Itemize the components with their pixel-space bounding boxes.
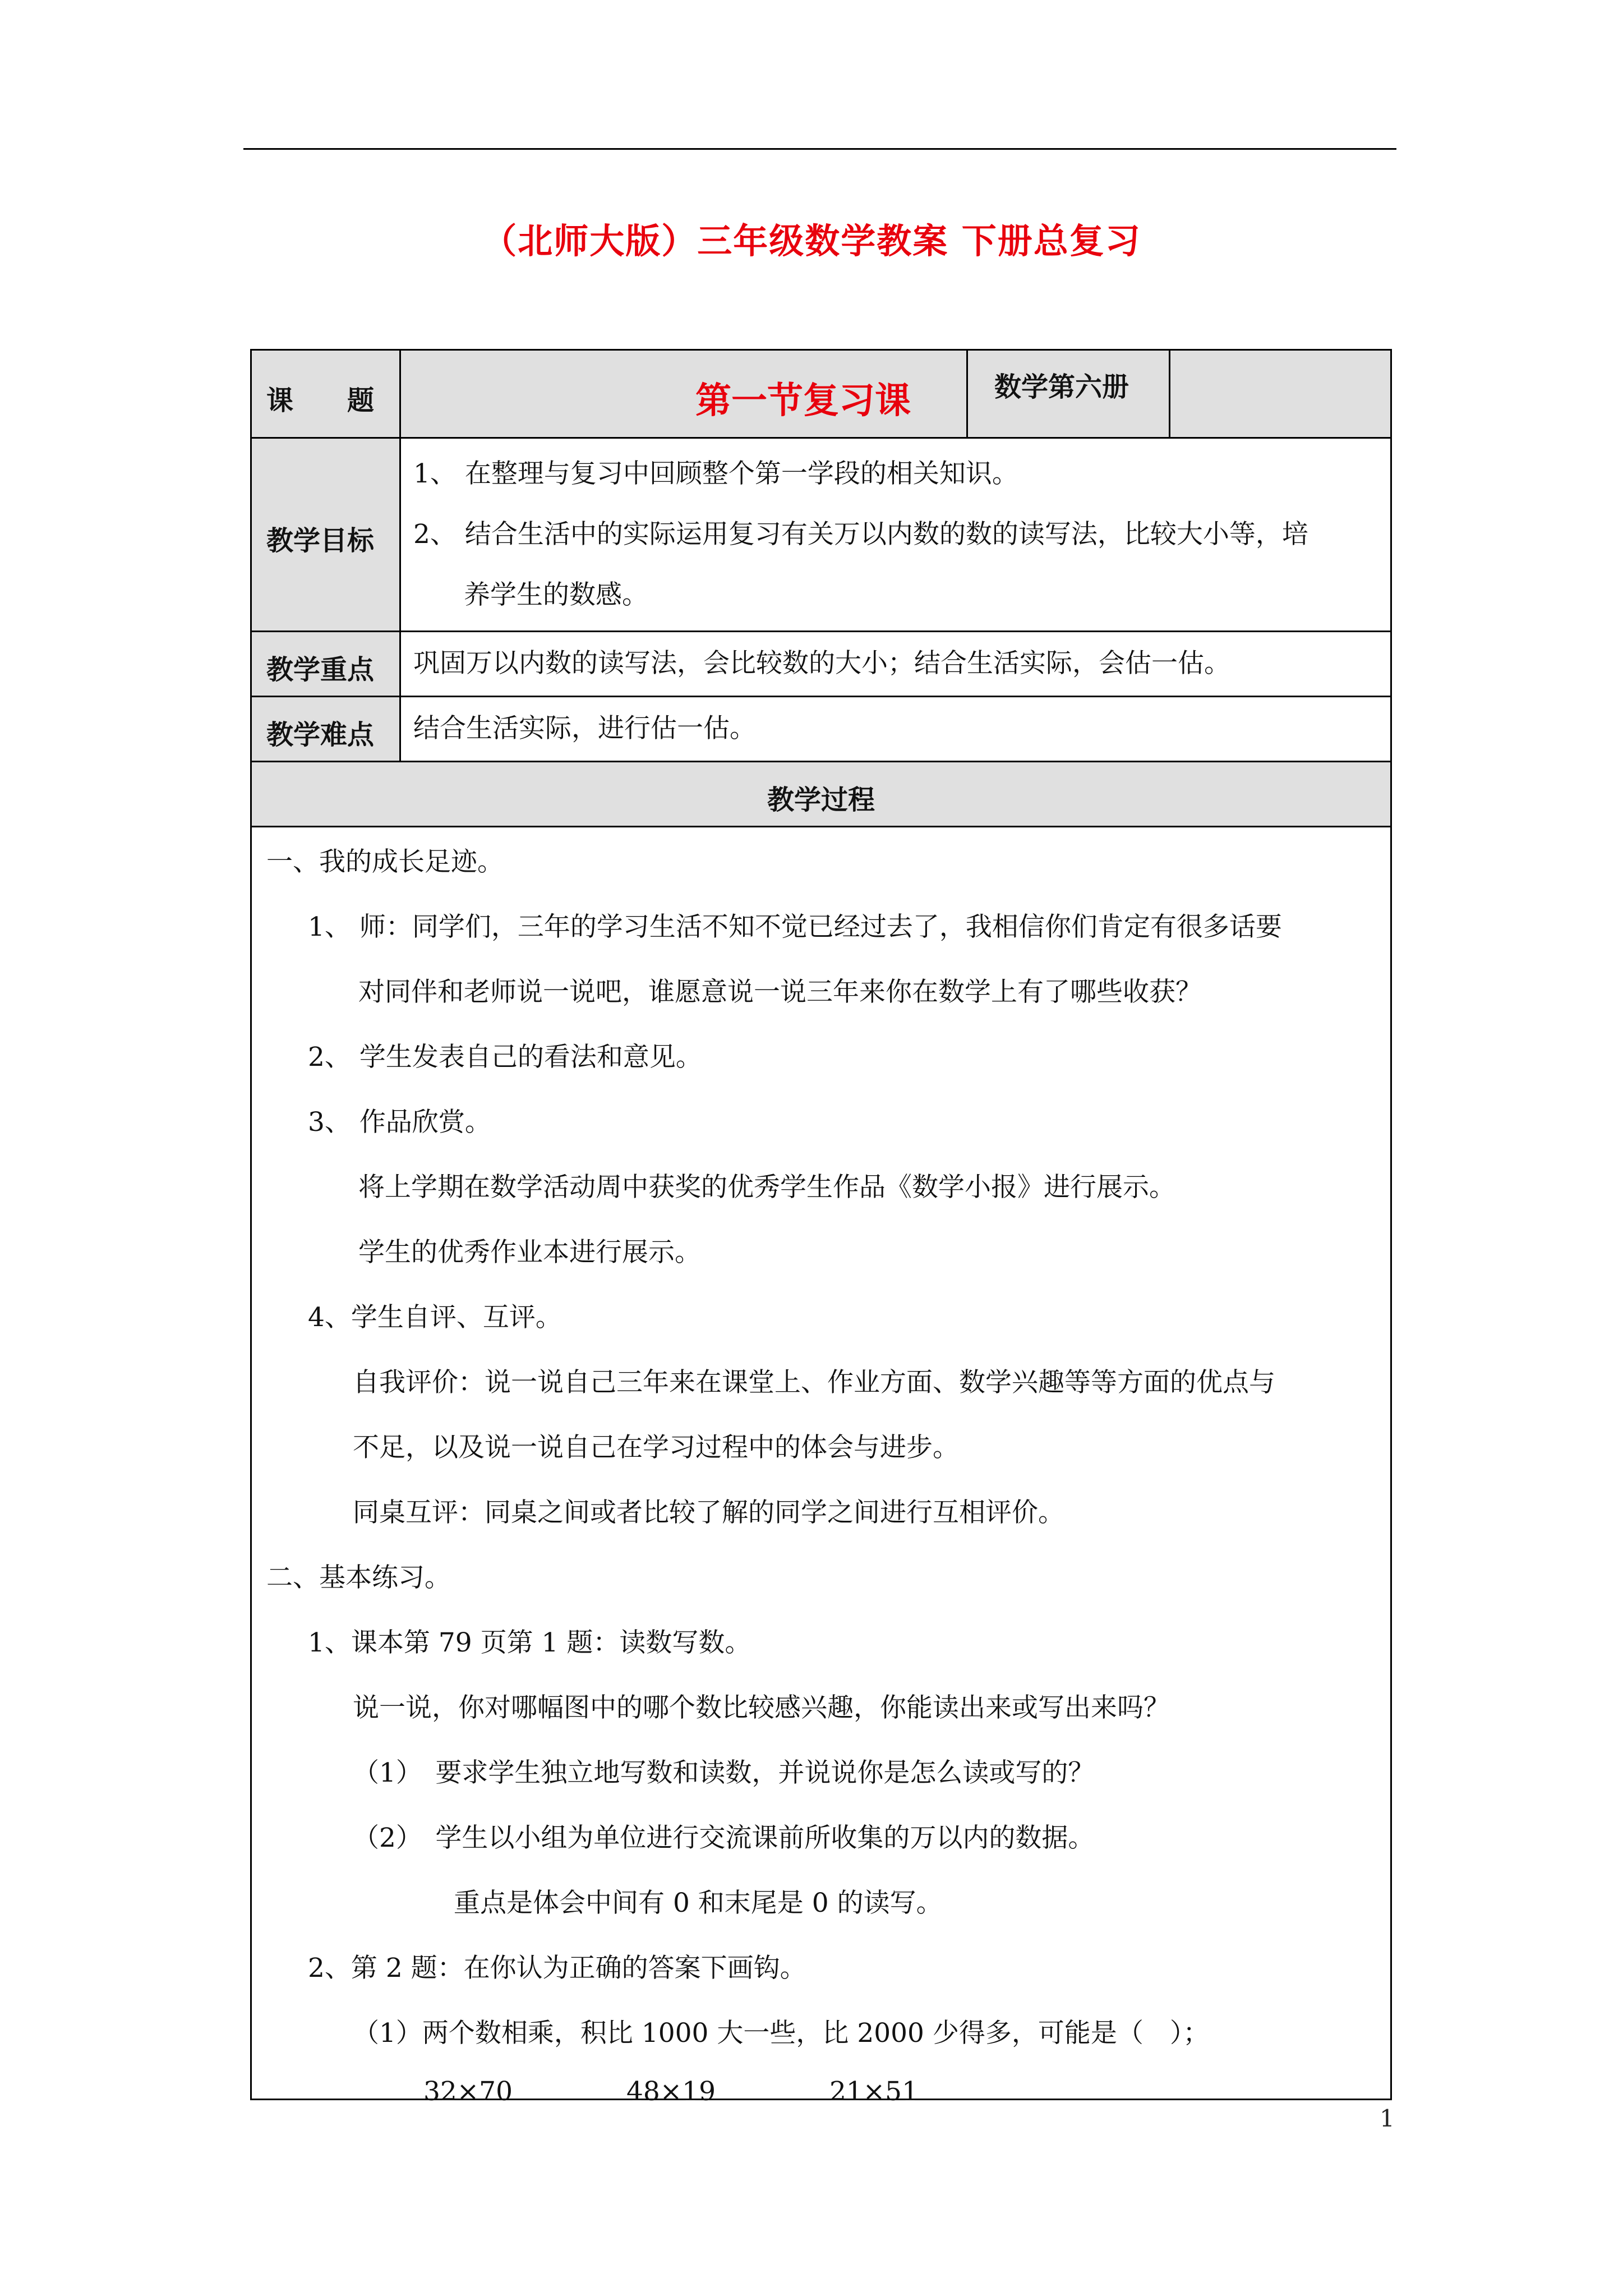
objectives-label: 教学目标	[266, 525, 375, 556]
process-line: 1、 师：同学们，三年的学习生活不知不觉已经过去了，我相信你们肯定有很多话要	[308, 912, 1282, 942]
process-line: （1）两个数相乘，积比 1000 大一些，比 2000 少得多，可能是（ ）；	[353, 2018, 1210, 2049]
process-line: （1） 要求学生独立地写数和读数，并说说你是怎么读或写的？	[353, 1757, 1095, 1788]
process-line: 自我评价：说一说自己三年来在课堂上、作业方面、数学兴趣等等方面的优点与	[353, 1367, 1275, 1398]
process-line: 一、我的成长足迹。	[266, 846, 504, 877]
difficulties-label: 教学难点	[266, 719, 375, 751]
process-line: 对同伴和老师说一说吧，谁愿意说一说三年来你在数学上有了哪些收获？	[358, 977, 1202, 1007]
process-label: 教学过程	[767, 784, 875, 816]
process-line: 学生的优秀作业本进行展示。	[358, 1237, 701, 1268]
col-divider-topic-1	[399, 351, 401, 437]
header-rule	[243, 148, 1396, 150]
process-line: 2、 学生发表自己的看法和意见。	[308, 1042, 702, 1073]
objective-line-3: 养学生的数感。	[464, 579, 648, 610]
book-label: 数学第六册	[994, 371, 1129, 403]
objective-line-2: 2、 结合生活中的实际运用复习有关万以内数的数的读写法，比较大小等，培	[413, 519, 1308, 550]
row-divider	[252, 696, 1390, 697]
process-line: 2、第 2 题：在你认为正确的答案下画钩。	[308, 1953, 806, 1984]
answer-option: 32×70	[423, 2076, 513, 2107]
document-title: （北师大版）三年级数学教案 下册总复习	[482, 220, 1141, 261]
answer-option: 48×19	[626, 2076, 716, 2107]
process-line: 二、基本练习。	[266, 1562, 451, 1593]
process-line: 说一说，你对哪幅图中的哪个数比较感兴趣，你能读出来或写出来吗？	[353, 1692, 1170, 1723]
lesson-plan-table	[250, 349, 1392, 2107]
lesson-title: 第一节复习课	[695, 380, 911, 422]
row-divider	[252, 631, 1390, 632]
process-line: 将上学期在数学活动周中获奖的优秀学生作品《数学小报》进行展示。	[358, 1172, 1175, 1203]
topic-label: 课 题	[266, 385, 375, 416]
label-column-divider	[399, 437, 401, 761]
process-line: 不足，以及说一说自己在学习过程中的体会与进步。	[353, 1432, 959, 1463]
topic-row	[252, 351, 1390, 437]
process-line: （2） 学生以小组为单位进行交流课前所收集的万以内的数据。	[353, 1823, 1095, 1853]
difficulties-text: 结合生活实际，进行估一估。	[413, 713, 756, 744]
process-line: 4、学生自评、互评。	[308, 1302, 562, 1333]
process-line: 3、 作品欣赏。	[308, 1107, 491, 1138]
answer-option: 21×51	[829, 2076, 919, 2107]
process-line: 同桌互评：同桌之间或者比较了解的同学之间进行互相评价。	[353, 1497, 1064, 1528]
col-divider-topic-2	[966, 351, 968, 437]
key-points-text: 巩固万以内数的读写法，会比较数的大小；结合生活实际，会估一估。	[413, 648, 1230, 679]
row-divider	[252, 826, 1390, 827]
page-number: 1	[1380, 2105, 1395, 2132]
row-divider	[252, 437, 1390, 439]
process-line: 重点是体会中间有 0 和末尾是 0 的读写。	[454, 1888, 943, 1918]
key-points-label: 教学重点	[266, 654, 375, 685]
process-line: 1、课本第 79 页第 1 题：读数写数。	[308, 1627, 751, 1658]
process-header	[252, 762, 1390, 826]
objective-line-1: 1、 在整理与复习中回顾整个第一学段的相关知识。	[413, 458, 1018, 489]
col-divider-topic-3	[1169, 351, 1170, 437]
